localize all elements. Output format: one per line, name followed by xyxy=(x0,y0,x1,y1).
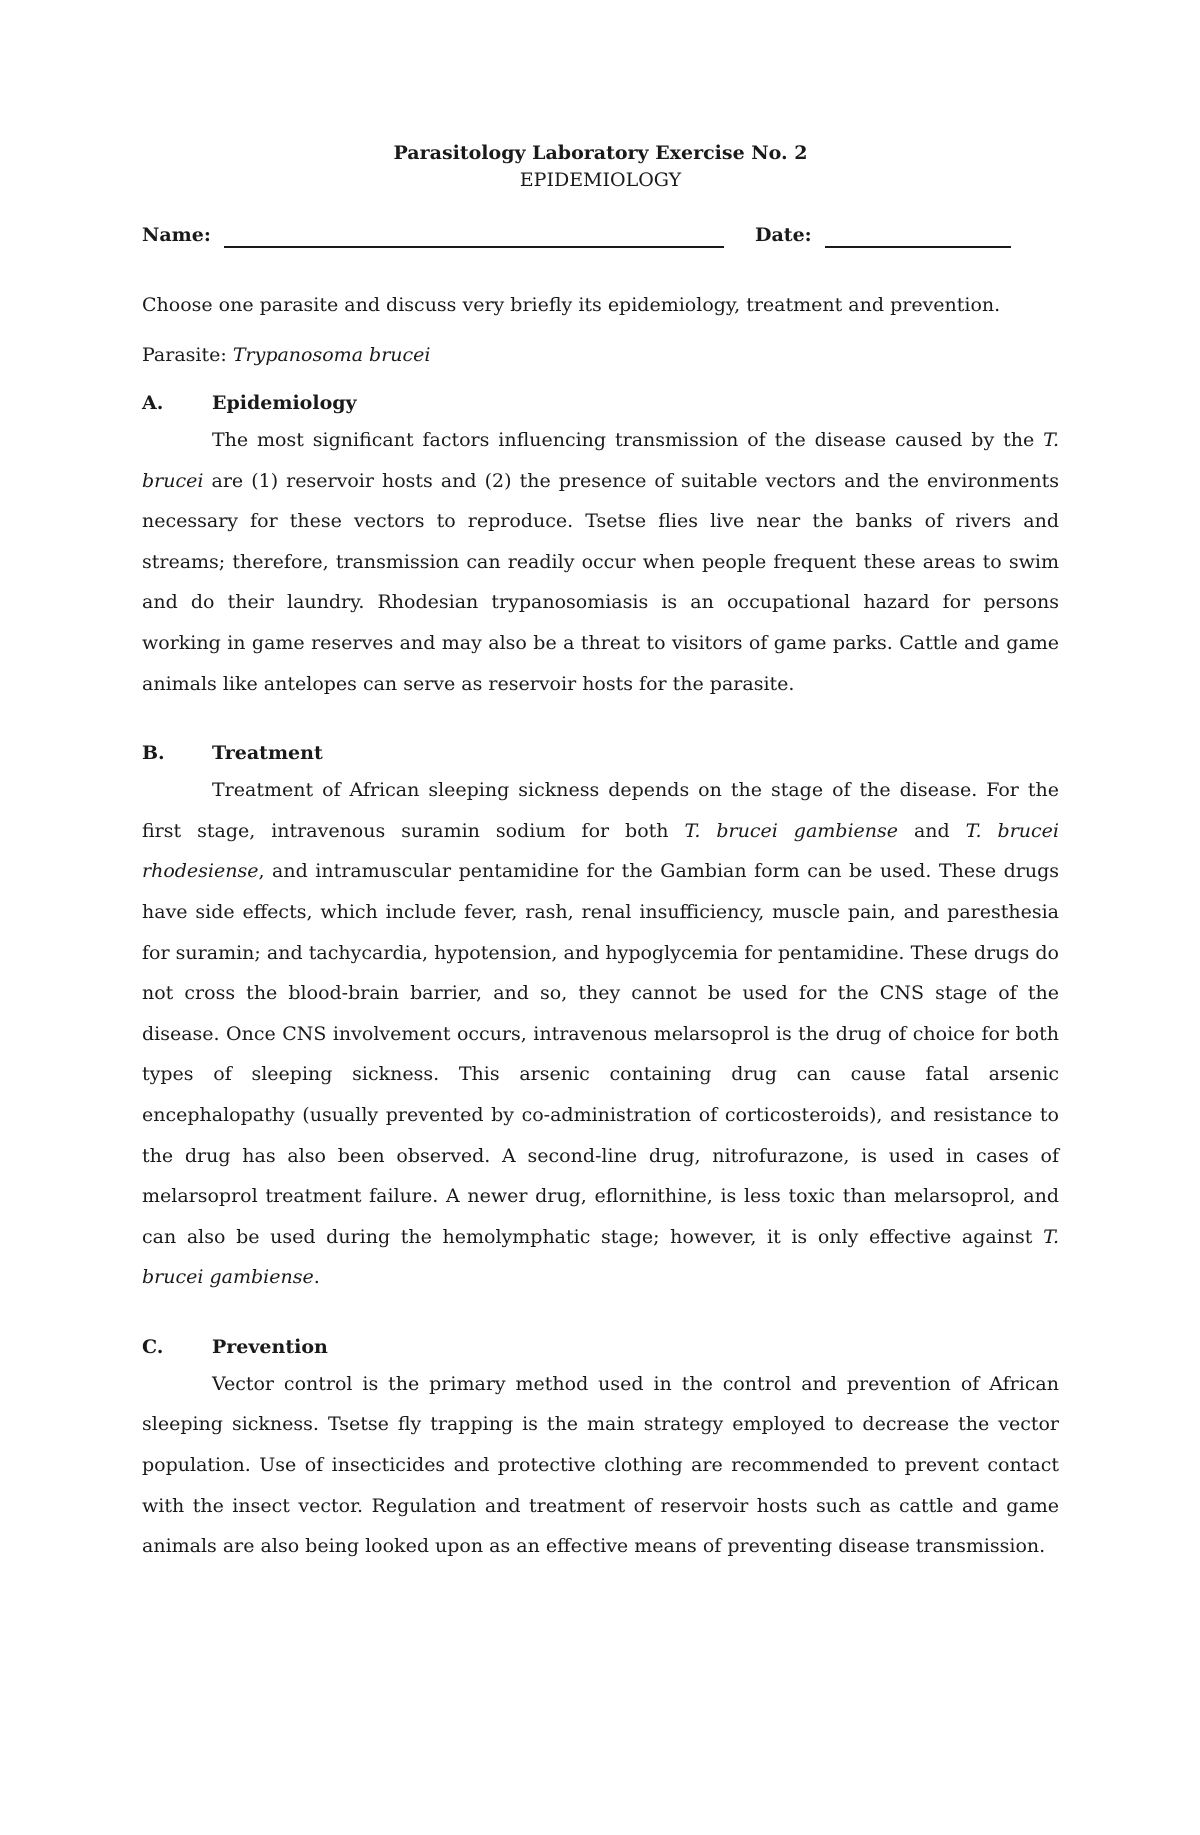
section-paragraph xyxy=(142,420,1059,704)
name-date-fields xyxy=(142,218,1059,258)
paragraph-text: are (1) reservoir hosts and (2) the presence of suitable vectors and the environments necessary for these vectors to reproduce. Tsetse flies live near the banks of rivers and streams; therefore, transmission can readily occur when people frequent these areas to swim and do their laundry. Rhodesian trypanosomiasis is an occupational hazard for persons working in game reserves and may also be a threat to visitors of game parks. Cattle and game animals like antelopes can serve as reservoir hosts for the parasite. xyxy=(142,469,1059,695)
paragraph-text: , and intramuscular pentamidine for the Gambian form can be used. These drugs have side effects, which include fever, rash, renal insufficiency, muscle pain, and paresthesia for suramin; and tachycardia, hypotension, and hypoglycemia for pentamidine. These drugs do not cross the blood-brain barrier, and so, they cannot be used for the CNS stage of the disease. Once CNS involvement occurs, intravenous melarsoprol is the drug of choice for both types of sleeping sickness. This arsenic containing drug can cause fatal arsenic encephalopathy (usually prevented by co-administration of corticosteroids), and resistance to the drug has also been observed. A second-line drug, nitrofurazone, is used in cases of melarsoprol treatment failure. A newer drug, eflornithine, is less toxic than melarsoprol, and can also be used during the hemolymphatic stage; however, it is only effective against xyxy=(142,860,1059,1248)
paragraph-text: Treatment of African sleeping sickness depends on the stage of the disease. For the first stage, intravenous suramin sodium for both xyxy=(142,779,1059,842)
paragraph-text: Vector control is the primary method used in the control and prevention of African sleeping sickness. Tsetse fly trapping is the main strategy employed to decrease the vector population. Use of insecticides and protective clothing are recommended to prevent contact with the insect vector. Regulation and treatment of reservoir hosts such as cattle and game animals are also being looked upon as an effective means of preventing disease transmission. xyxy=(142,1372,1059,1558)
name-field-line[interactable] xyxy=(224,246,724,248)
section-letter: A. xyxy=(142,392,164,414)
section-letter: B. xyxy=(142,742,165,765)
section-paragraph xyxy=(142,770,1059,1298)
paragraph-text: The most significant factors influencing transmission of the disease caused by the xyxy=(212,429,1044,451)
section-title: Treatment xyxy=(212,742,323,765)
name-label: Name: xyxy=(142,224,211,246)
date-field-line[interactable] xyxy=(825,246,1011,248)
section-letter: C. xyxy=(142,1335,164,1358)
section-paragraph xyxy=(142,1364,1059,1567)
paragraph-text: . xyxy=(313,1266,320,1289)
section-prevention xyxy=(142,1334,1059,1567)
paragraph-text: and xyxy=(898,819,966,842)
document-page xyxy=(142,140,1059,1567)
date-label: Date: xyxy=(755,224,812,246)
paragraph-italic: T. brucei gambiense xyxy=(142,1225,1059,1289)
section-heading xyxy=(142,1334,1059,1360)
section-treatment xyxy=(142,740,1059,1298)
parasite-line xyxy=(142,342,1059,368)
document-header xyxy=(142,140,1059,194)
instruction-text: Choose one parasite and discuss very briefly its epidemiology, treatment and prevention. xyxy=(142,294,1001,316)
parasite-name: Trypanosoma brucei xyxy=(232,344,431,366)
parasite-label: Parasite: xyxy=(142,344,227,366)
paragraph-italic: T. brucei xyxy=(142,429,1059,492)
paragraph-italic: T. brucei gambiense xyxy=(684,819,899,842)
section-title: Epidemiology xyxy=(212,392,357,414)
section-title: Prevention xyxy=(212,1335,328,1358)
section-heading xyxy=(142,390,1059,416)
document-title: Parasitology Laboratory Exercise No. 2 xyxy=(393,142,808,164)
section-epidemiology xyxy=(142,390,1059,704)
paragraph-italic: T. brucei rhodesiense xyxy=(142,819,1059,883)
document-subtitle: EPIDEMIOLOGY xyxy=(519,169,682,191)
section-heading xyxy=(142,740,1059,766)
